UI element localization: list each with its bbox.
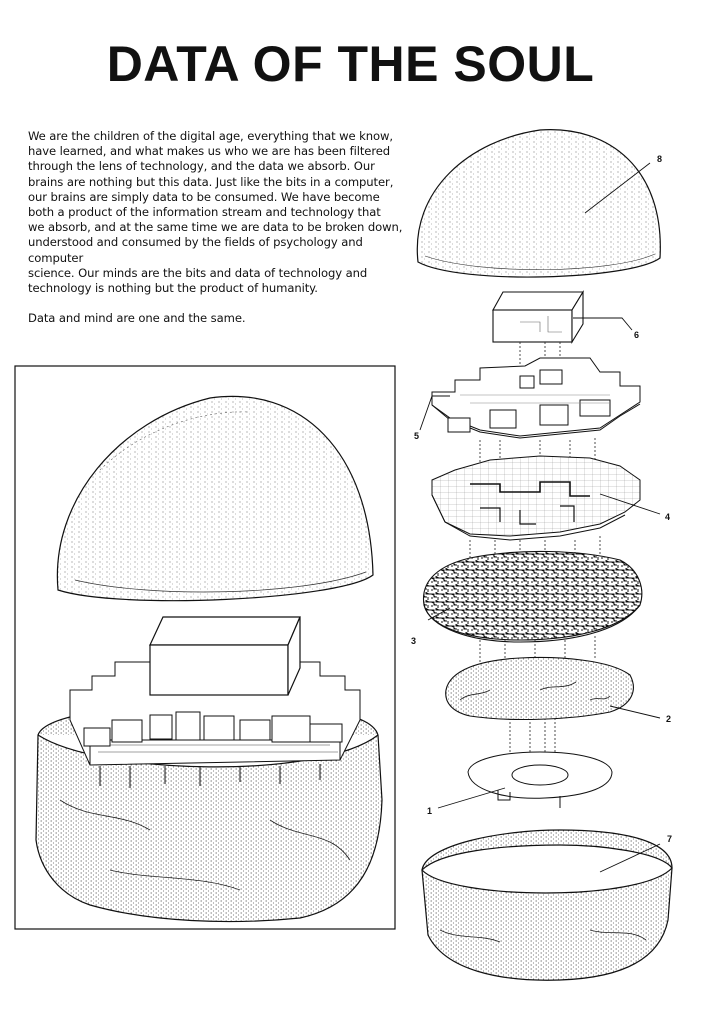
callout-2: 2 bbox=[666, 714, 672, 724]
intro-line: both a product of the information stream and technology that bbox=[28, 205, 381, 220]
layer-6-block bbox=[493, 292, 583, 342]
layer-1-core bbox=[468, 752, 612, 808]
layer-4-data bbox=[432, 456, 640, 540]
callout-7: 7 bbox=[667, 834, 673, 844]
intro-line: We are the children of the digital age, everything that we know, bbox=[28, 129, 393, 143]
callout-8: 8 bbox=[657, 154, 663, 164]
closing-line: Data and mind are one and the same. bbox=[28, 311, 246, 326]
callout-5: 5 bbox=[414, 431, 420, 441]
layer-2-disk bbox=[446, 658, 634, 720]
callout-4: 4 bbox=[665, 512, 671, 522]
intro-line: our brains are simply data to be consumed. We have become bbox=[28, 189, 380, 204]
intro-line: brains are nothing but this data. Just like the bits in a computer, bbox=[28, 174, 394, 189]
intro-line: science. Our minds are the bits and data of technology and bbox=[28, 265, 368, 280]
page-title: DATA OF THE SOUL bbox=[106, 36, 595, 92]
callout-1: 1 bbox=[427, 806, 433, 816]
assembled-top-block bbox=[150, 617, 300, 695]
layer-7-skull bbox=[422, 830, 672, 980]
assembled-dome bbox=[57, 396, 373, 600]
exploded-layers bbox=[417, 130, 672, 981]
layer-8-dome bbox=[417, 130, 663, 277]
layer-3-maze bbox=[423, 551, 641, 642]
callout-3: 3 bbox=[411, 636, 417, 646]
assembled-brain-panel bbox=[15, 366, 395, 929]
intro-line: through the lens of technology, and the data we absorb. Our bbox=[28, 159, 375, 174]
intro-line: technology is nothing but the product of humanity. bbox=[28, 281, 318, 296]
intro-line: understood and consumed by the fields of psychology and computer bbox=[28, 235, 363, 265]
callout-6: 6 bbox=[634, 330, 640, 340]
intro-line: have learned, and what makes us who we are has been filtered bbox=[28, 144, 391, 159]
layer-5-data bbox=[432, 358, 640, 438]
intro-line: we absorb, and at the same time we are data to be broken down, bbox=[28, 220, 403, 235]
